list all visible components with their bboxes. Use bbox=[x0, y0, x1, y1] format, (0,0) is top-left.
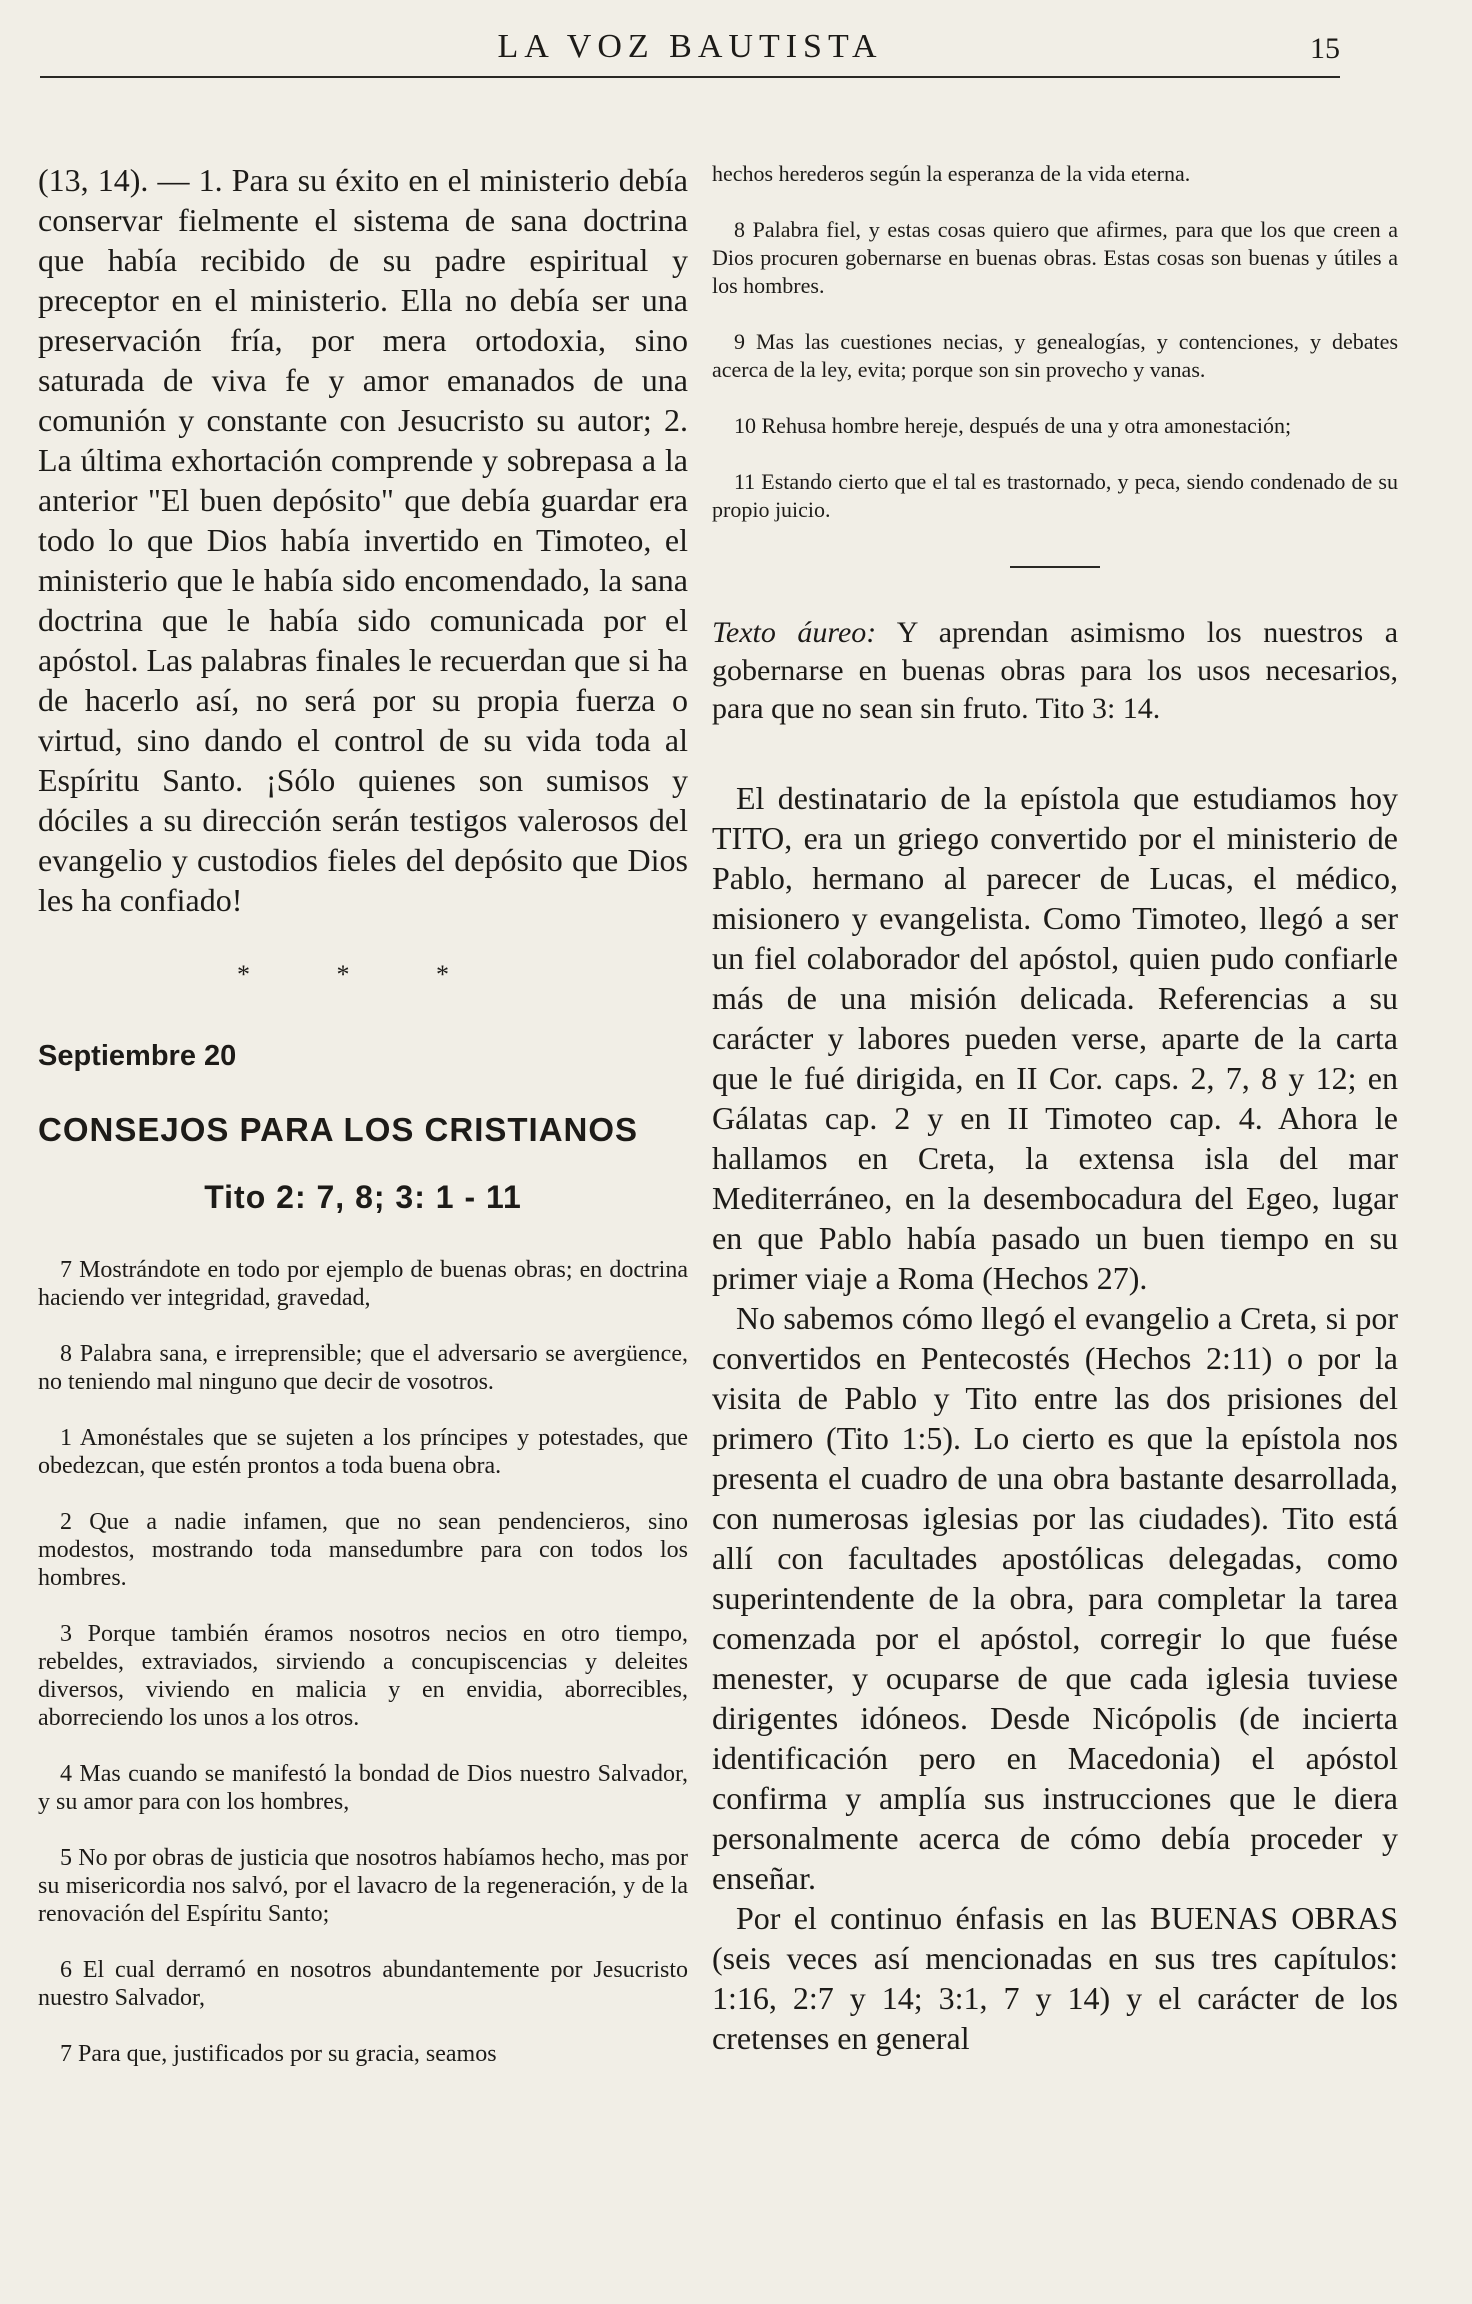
section-separator: * * * bbox=[237, 960, 489, 989]
left-column bbox=[38, 160, 688, 2096]
verse: 7 Mostrándote en todo por ejemplo de buenas obras; en doctrina haciendo ver integridad, gravedad, bbox=[38, 1257, 688, 1311]
commentary-paragraph: El destinatario de la epístola que estudiamos hoy TITO, era un griego convertido por el ministerio de Pablo, hermano al parecer de Lucas, el médico, misionero y evangelista. Como Timoteo, llegó a ser un fiel colaborador del apóstol, quien pudo confiarle más de una misión delicada. Referencias a su carácter y labores pueden verse, aparte de la carta que le fué dirigida, en II Cor. caps. 2, 7, 8 y 12; en Gálatas cap. 2 y en II Timoteo cap. 4. Ahora le hallamos en Creta, la extensa isla del mar Mediterráneo, en la desembocadura del Egeo, lugar en que Pablo había pasado un buen tiempo en su primer viaje a Roma (Hechos 27). bbox=[712, 780, 1398, 1296]
golden-text-label: Texto áureo: bbox=[712, 616, 877, 649]
lesson-title: CONSEJOS PARA LOS CRISTIANOS bbox=[38, 1111, 639, 1148]
page-number: 15 bbox=[1310, 32, 1340, 65]
verse: 1 Amonéstales que se sujeten a los príncipes y potestades, que obedezcan, que estén prontos a toda buena obra. bbox=[38, 1425, 688, 1479]
commentary-paragraph: Por el continuo énfasis en las BUENAS OBRAS (seis veces así mencionadas en sus tres capítulos: 1:16, 2:7 y 14; 3:1, 7 y 14) y el carácter de los cretenses en general bbox=[712, 1900, 1398, 2056]
golden-text-body: Y aprendan asimismo los nuestros a gobernarse en buenas obras para los usos necesarios, para que no sean sin fruto. Tito 3: 14. bbox=[712, 616, 1399, 725]
right-column bbox=[712, 160, 1398, 2058]
verse: 9 Mas las cuestiones necias, y genealogías, y contenciones, y debates acerca de la ley, evita; porque son sin provecho y vanas. bbox=[712, 329, 1398, 382]
verse: 7 Para que, justificados por su gracia, seamos bbox=[60, 2041, 497, 2067]
journal-title: LA VOZ BAUTISTA bbox=[497, 28, 883, 65]
short-divider bbox=[1010, 566, 1100, 568]
verse: 10 Rehusa hombre hereje, después de una y otra amonestación; bbox=[734, 413, 1292, 438]
verse: 2 Que a nadie infamen, que no sean pendencieros, sino modestos, mostrando toda mansedumbre para con todos los hombres. bbox=[38, 1509, 688, 1591]
lesson-date: Septiembre 20 bbox=[38, 1040, 237, 1072]
page-header bbox=[40, 18, 1340, 88]
scripture-reference: Tito 2: 7, 8; 3: 1 - 11 bbox=[204, 1179, 522, 1215]
intro-paragraph: (13, 14). — 1. Para su éxito en el ministerio debía conservar fielmente el sistema de sana doctrina que había recibido de su padre espiritual y preceptor en el ministerio. Ella no debía ser una preservación fría, por mera ortodoxia, sino saturada de viva fe y amor emanados de una comunión y constante con Jesucristo su autor; 2. La última exhortación comprende y sobrepasa a la anterior "El buen depósito" que debía guardar era todo lo que Dios había invertido en Timoteo, el ministerio que le había sido encomendado, la sana doctrina que le había sido comunicada por el apóstol. Las palabras finales le recuerdan que si ha de hacerlo así, no será por su propia fuerza o virtud, sino dando el control de su vida toda al Espíritu Santo. ¡Sólo quienes son sumisos y dóciles a su dirección serán testigos valerosos del evangelio y custodios fieles del depósito que Dios les ha confiado! bbox=[38, 162, 688, 918]
header-rule bbox=[40, 76, 1340, 78]
verse: 8 Palabra fiel, y estas cosas quiero que afirmes, para que los que creen a Dios procuren gobernarse en buenas obras. Estas cosas son buenas y útiles a los hombres. bbox=[712, 217, 1398, 298]
verse-list-continued bbox=[712, 160, 1398, 524]
verse: 4 Mas cuando se manifestó la bondad de Dios nuestro Salvador, y su amor para con los hombres, bbox=[38, 1761, 688, 1815]
verse-list bbox=[38, 1256, 688, 2068]
verse: 8 Palabra sana, e irreprensible; que el adversario se avergüence, no teniendo mal ninguno que decir de vosotros. bbox=[38, 1341, 688, 1395]
commentary-paragraph: No sabemos cómo llegó el evangelio a Creta, si por convertidos en Pentecostés (Hechos 2:11) o por la visita de Pablo y Tito entre las dos prisiones del primero (Tito 1:5). Lo cierto es que la epístola nos presenta el cuadro de una obra bastante desarrollada, con numerosas iglesias por las ciudades). Tito está allí con facultades apostólicas delegadas, como superintendente de la obra, para completar la tarea comenzada por el apóstol, corregir lo que fuése menester, y ocuparse de que cada iglesia tuviese dirigentes idóneos. Desde Nicópolis (de incierta identificación pero en Macedonia) el apóstol confirma y amplía sus instrucciones que le diera personalmente acerca de cómo debía proceder y enseñar. bbox=[712, 1300, 1398, 1896]
verse: hechos herederos según la esperanza de la vida eterna. bbox=[712, 161, 1191, 186]
verse: 11 Estando cierto que el tal es trastornado, y peca, siendo condenado de su propio juicio. bbox=[712, 469, 1398, 522]
commentary bbox=[712, 778, 1398, 2058]
verse: 3 Porque también éramos nosotros necios en otro tiempo, rebeldes, extraviados, sirviendo a concupiscencias y deleites diversos, viviendo en malicia y en envidia, aborrecibles, aborreciendo los unos a los otros. bbox=[38, 1621, 688, 1731]
verse: 5 No por obras de justicia que nosotros habíamos hecho, mas por su misericordia nos salvó, por el lavacro de la regeneración, y de la renovación del Espíritu Santo; bbox=[38, 1845, 688, 1927]
golden-text bbox=[712, 614, 1398, 728]
verse: 6 El cual derramó en nosotros abundantemente por Jesucristo nuestro Salvador, bbox=[38, 1957, 688, 2011]
intro-paragraph-block bbox=[38, 160, 688, 920]
